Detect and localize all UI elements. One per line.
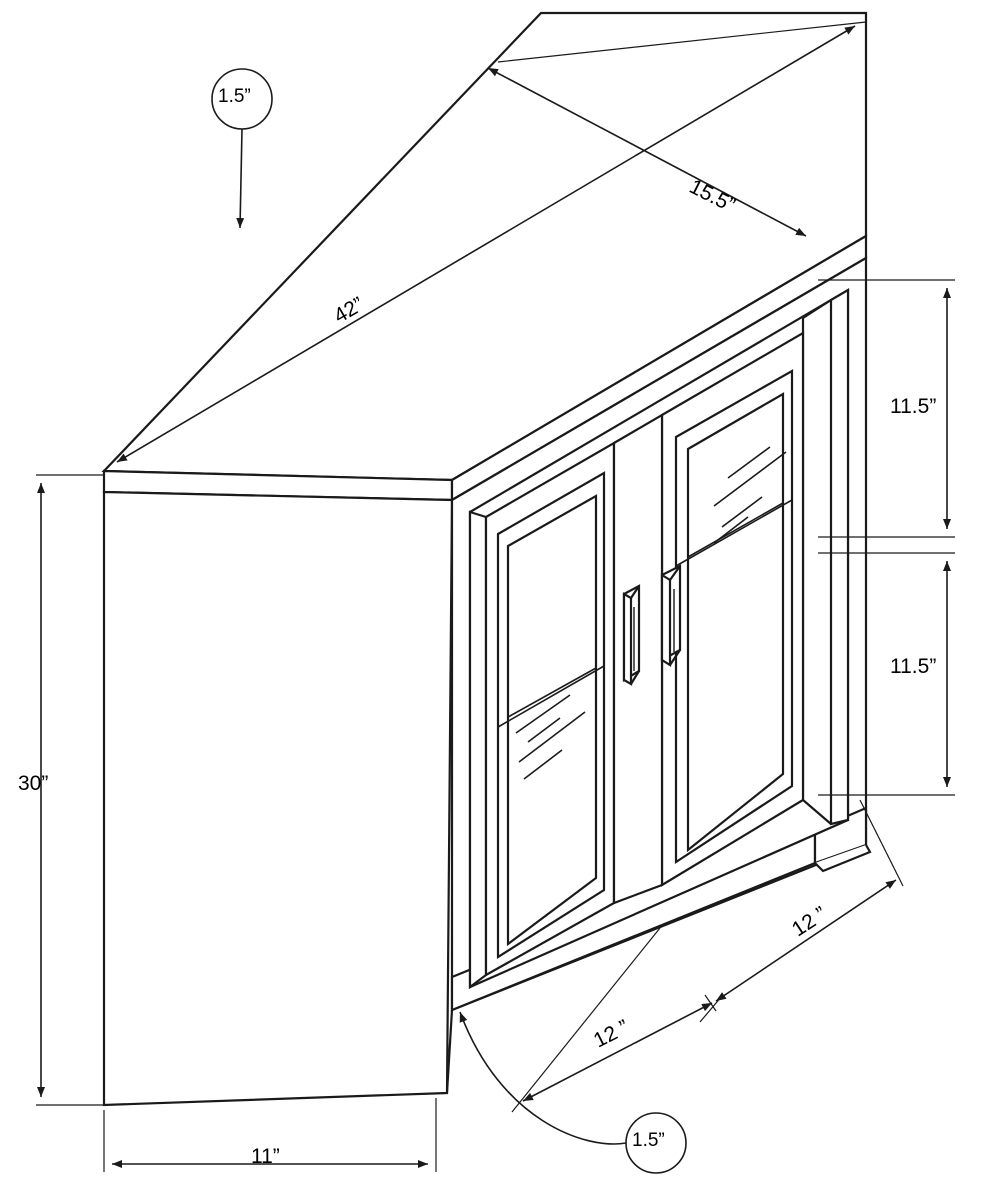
front-left-stile xyxy=(470,512,486,987)
front-right-stile xyxy=(831,290,848,824)
dim-upper-shelf-label: 11.5” xyxy=(890,395,937,418)
dim-lower-shelf-label: 11.5” xyxy=(890,655,937,678)
dim-top-width-label: 42” xyxy=(330,292,368,328)
dim-overall-height-label: 30” xyxy=(18,772,49,795)
cabinet-body xyxy=(104,13,870,1105)
dim-door-left-width-label: 12 ” xyxy=(590,1015,633,1053)
right-door-handle xyxy=(662,566,680,665)
door-right-ext-b xyxy=(705,995,716,1011)
dim-door-right-width-label: 12 ” xyxy=(788,902,831,942)
dim-back-depth-label: 15.5” xyxy=(685,175,739,218)
dim-side-depth-label: 11” xyxy=(251,1145,280,1168)
left-door-handle xyxy=(624,586,639,684)
left-door-glass xyxy=(508,496,596,944)
right-door-glass xyxy=(688,394,783,850)
top-thickness-leader xyxy=(240,129,242,228)
dim-top-thickness-label: 1.5” xyxy=(218,86,251,107)
left-side-panel xyxy=(104,492,452,1105)
dim-base-thickness-label: 1.5” xyxy=(632,1130,665,1151)
door-right-width-dim-line xyxy=(716,880,896,1001)
